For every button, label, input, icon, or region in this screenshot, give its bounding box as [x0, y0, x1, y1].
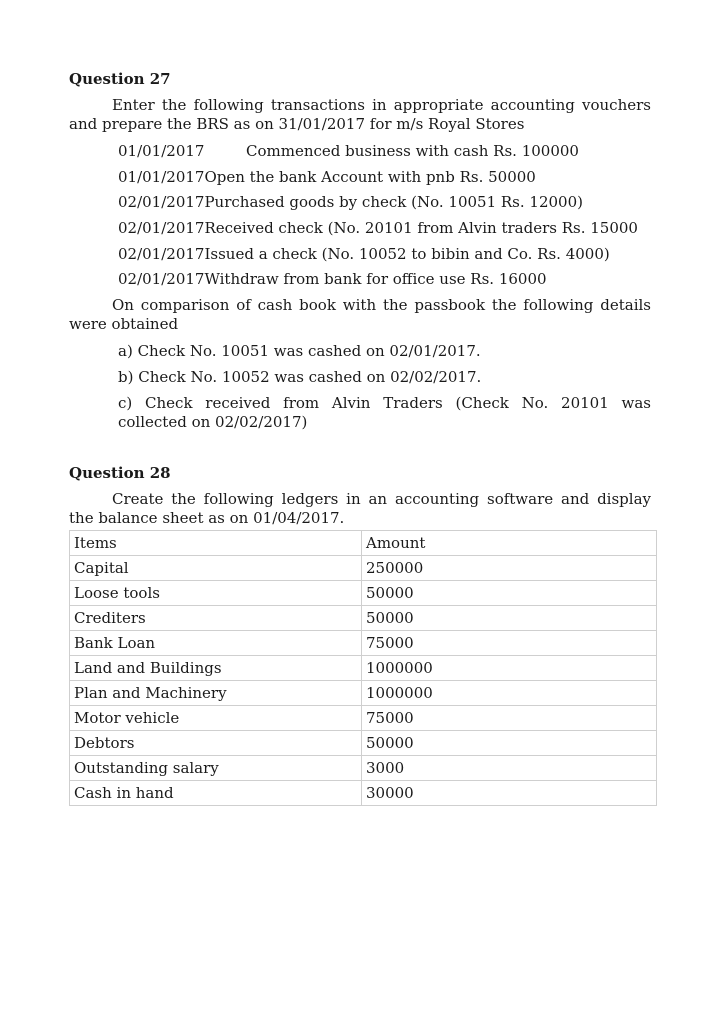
transaction-date: 02/01/2017 [118, 245, 205, 263]
transaction-text: Purchased goods by check (No. 10051 Rs. 12000) [204, 193, 583, 211]
question-28-title: Question 28 [69, 464, 171, 482]
note-item: b) Check No. 10052 was cashed on 02/02/2017. [118, 368, 482, 386]
table-row [70, 581, 657, 606]
table-row [70, 781, 657, 806]
table-row [70, 706, 657, 731]
item-cell: Loose tools [70, 581, 362, 606]
table-row [70, 631, 657, 656]
transaction-text: Open the bank Account with pnb Rs. 50000 [204, 168, 536, 186]
transaction-date: 02/01/2017 [118, 193, 205, 211]
comparison-paragraph: On comparison of cash book with the passbook the following details were obtained [69, 296, 651, 333]
note-item: c) Check received from Alvin Traders (Check No. 20101 was collected on 02/02/2017) [118, 394, 651, 431]
amount-cell: 30000 [362, 781, 657, 806]
ledger-table [69, 530, 657, 806]
transaction-row [118, 244, 610, 264]
transaction-text: Received check (No. 20101 from Alvin traders Rs. 15000 [204, 219, 638, 237]
transaction-text: Issued a check (No. 10052 to bibin and Co. Rs. 4000) [204, 245, 610, 263]
question-28-intro: Create the following ledgers in an accounting software and display the balance sheet as on 01/04/2017. [69, 490, 651, 527]
amount-cell: 50000 [362, 581, 657, 606]
question-27-title: Question 27 [69, 70, 171, 88]
transaction-row [118, 269, 547, 289]
item-cell: Crediters [70, 606, 362, 631]
item-cell: Cash in hand [70, 781, 362, 806]
transaction-row [118, 192, 583, 212]
table-row [70, 731, 657, 756]
transaction-row [118, 218, 638, 238]
transaction-text: Withdraw from bank for office use Rs. 16000 [204, 270, 547, 288]
note-item: a) Check No. 10051 was cashed on 02/01/2017. [118, 342, 481, 360]
amount-cell: 50000 [362, 606, 657, 631]
table-row [70, 656, 657, 681]
transaction-text: Commenced business with cash Rs. 100000 [246, 142, 579, 160]
header-items: Items [70, 531, 362, 556]
amount-cell: 50000 [362, 731, 657, 756]
item-cell: Capital [70, 556, 362, 581]
amount-cell: 75000 [362, 706, 657, 731]
transaction-date: 01/01/2017 [118, 168, 205, 186]
table-row [70, 556, 657, 581]
item-cell: Land and Buildings [70, 656, 362, 681]
item-cell: Bank Loan [70, 631, 362, 656]
item-cell: Debtors [70, 731, 362, 756]
table-row [70, 606, 657, 631]
header-amount: Amount [362, 531, 657, 556]
question-27-intro: Enter the following transactions in appropriate accounting vouchers and prepare the BRS as on 31/01/2017 for m/s Royal Stores [69, 96, 651, 133]
amount-cell: 1000000 [362, 681, 657, 706]
item-cell: Plan and Machinery [70, 681, 362, 706]
transaction-row [118, 141, 579, 161]
transaction-date: 02/01/2017 [118, 270, 205, 288]
item-cell: Outstanding salary [70, 756, 362, 781]
transaction-date: 01/01/2017 [118, 142, 205, 160]
amount-cell: 250000 [362, 556, 657, 581]
transaction-row [118, 167, 536, 187]
item-cell: Motor vehicle [70, 706, 362, 731]
transaction-date: 02/01/2017 [118, 219, 205, 237]
amount-cell: 3000 [362, 756, 657, 781]
amount-cell: 1000000 [362, 656, 657, 681]
amount-cell: 75000 [362, 631, 657, 656]
table-row [70, 681, 657, 706]
table-row [70, 756, 657, 781]
table-header-row [70, 531, 657, 556]
